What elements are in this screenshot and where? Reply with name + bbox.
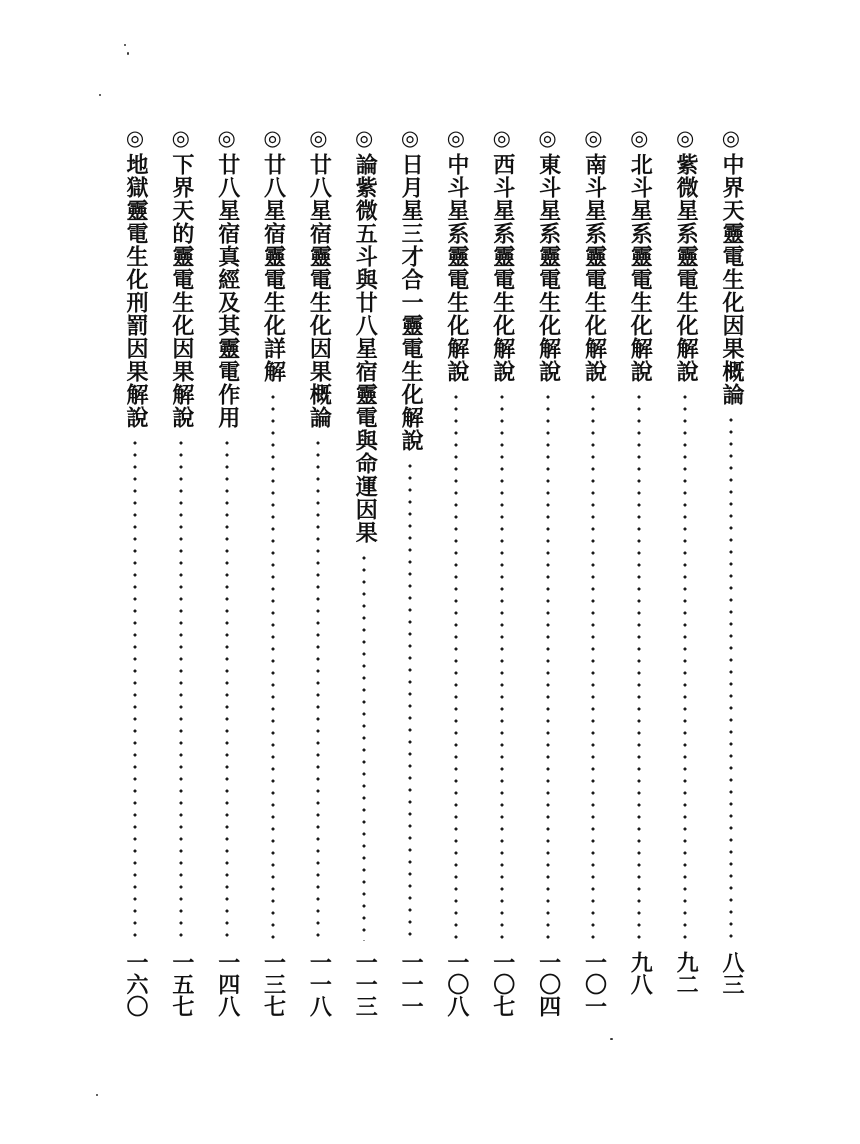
toc-entry <box>351 125 377 1015</box>
dot-leader <box>454 391 458 941</box>
toc-entry-page: 九八 <box>627 951 653 995</box>
dot-leader <box>179 437 183 941</box>
table-of-contents <box>122 125 744 1015</box>
dot-leader <box>637 391 641 941</box>
toc-entry-title: 南斗星系靈電生化解說 <box>581 153 607 383</box>
dot-leader <box>683 391 687 941</box>
bullet-icon: ◎ <box>675 126 695 150</box>
bullet-icon: ◎ <box>446 126 466 150</box>
bullet-icon: ◎ <box>171 126 190 150</box>
scan-speck <box>610 1038 613 1040</box>
toc-entry <box>305 125 331 1015</box>
bullet-icon: ◎ <box>125 126 145 150</box>
toc-entry-page: 一〇四 <box>535 951 561 1017</box>
toc-entry <box>626 125 652 1015</box>
dot-leader <box>133 437 137 941</box>
toc-entry-title: 中界天靈電生化因果概論 <box>718 153 744 406</box>
toc-entry-page: 八三 <box>718 951 744 995</box>
toc-entry-title: 東斗星系靈電生化解說 <box>535 153 561 383</box>
bullet-icon: ◎ <box>492 126 511 150</box>
toc-entry-page: 一〇八 <box>443 951 469 1017</box>
toc-entry <box>718 125 744 1015</box>
toc-entry-title: 廿八星宿真經及其靈電作用 <box>214 153 240 429</box>
dot-leader <box>591 391 595 941</box>
toc-entry-title: 中斗星系靈電生化解說 <box>443 153 469 383</box>
scan-speck <box>96 1094 98 1096</box>
dot-leader <box>500 391 504 941</box>
bullet-icon: ◎ <box>630 126 649 150</box>
toc-entry <box>489 125 515 1015</box>
toc-entry-title: 地獄靈電生化刑罰因果解說 <box>123 153 148 429</box>
toc-entry-page: 一〇七 <box>489 951 515 1017</box>
toc-entry <box>214 125 240 1015</box>
toc-entry <box>672 125 698 1015</box>
scan-speck <box>127 52 129 55</box>
toc-entry <box>397 125 423 1015</box>
dot-leader <box>316 437 320 941</box>
toc-entry-title: 日月星三才合一靈電生化解說 <box>398 153 424 452</box>
scan-speck <box>124 44 126 46</box>
toc-entry-page: 一一三 <box>352 951 378 1017</box>
toc-entry <box>443 125 469 1015</box>
toc-entry <box>122 125 148 1015</box>
bullet-icon: ◎ <box>584 126 603 150</box>
toc-entry-page: 一五七 <box>168 951 194 1017</box>
scan-speck <box>99 94 101 96</box>
bullet-icon: ◎ <box>400 126 420 150</box>
toc-entry <box>580 125 606 1015</box>
dot-leader <box>362 552 366 941</box>
bullet-icon: ◎ <box>217 126 236 150</box>
dot-leader <box>408 460 412 941</box>
toc-entry <box>168 125 194 1015</box>
toc-entry-page: 九二 <box>673 951 699 995</box>
toc-entry-title: 紫微星系靈電生化解說 <box>673 153 699 383</box>
toc-entry-title: 論紫微五斗與廿八星宿靈電與命運因果 <box>352 153 378 544</box>
toc-entry <box>535 125 561 1015</box>
toc-entry-title: 下界天的靈電生化因果解說 <box>168 153 194 429</box>
dot-leader <box>271 391 275 941</box>
dot-leader <box>546 391 550 941</box>
toc-entry-title: 廿八星宿靈電生化因果概論 <box>306 153 332 429</box>
toc-entry-page: 一一一 <box>398 951 424 1017</box>
bullet-icon: ◎ <box>263 126 282 150</box>
bullet-icon: ◎ <box>309 126 328 150</box>
toc-entry-title: 西斗星系靈電生化解說 <box>489 153 515 383</box>
dot-leader <box>729 414 733 941</box>
toc-entry-page: 一四八 <box>214 951 240 1017</box>
toc-entry-page: 一一八 <box>306 951 332 1017</box>
dot-leader <box>225 437 229 941</box>
toc-entry-title: 廿八星宿靈電生化詳解 <box>260 153 286 383</box>
bullet-icon: ◎ <box>721 126 741 150</box>
bullet-icon: ◎ <box>538 126 557 150</box>
toc-entry-title: 北斗星系靈電生化解說 <box>627 153 653 383</box>
toc-entry <box>260 125 286 1015</box>
toc-entry-page: 一三七 <box>260 951 286 1017</box>
toc-entry-page: 一〇一 <box>581 951 607 1017</box>
toc-entry-page: 一六〇 <box>123 951 148 1017</box>
bullet-icon: ◎ <box>355 126 374 150</box>
